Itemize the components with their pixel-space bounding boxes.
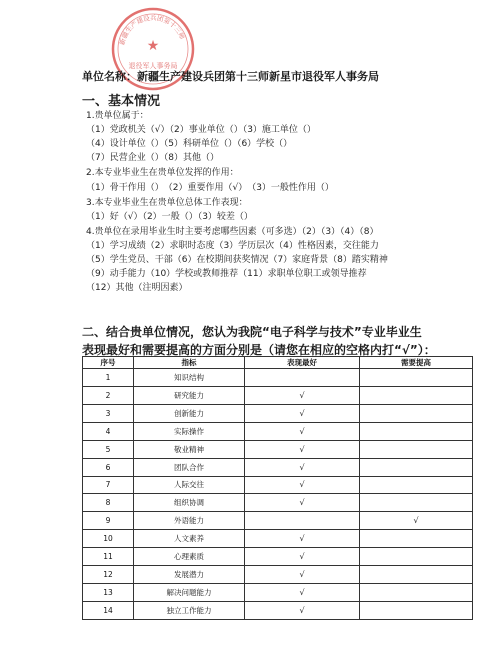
row-indicator: 团队合作 [134,458,245,476]
best-mark: √ [245,476,360,494]
question-line: （9）动手能力（10）学校或教师推荐（11）求职单位职工或领导推荐 [86,269,367,279]
row-indicator: 创新能力 [134,404,245,422]
question-line: （7）民营企业（）（8）其他（） [86,153,219,163]
row-indicator: 解决问题能力 [134,584,245,602]
best-mark [245,369,360,387]
section-eval-title: 二、结合贵单位情况，您认为我院“电子科学与技术”专业毕业生 [82,325,422,339]
table-row [83,530,473,548]
row-index: 4 [83,422,134,440]
row-indicator: 发展潜力 [134,566,245,584]
improve-mark [360,386,473,404]
best-mark: √ [245,566,360,584]
row-index: 6 [83,458,134,476]
row-index: 3 [83,404,134,422]
best-mark [245,512,360,530]
row-indicator: 人际交往 [134,476,245,494]
row-index: 12 [83,566,134,584]
improve-mark [360,476,473,494]
row-index: 13 [83,584,134,602]
table-row [83,386,473,404]
header-indicator: 指标 [134,357,245,369]
table-row [83,369,473,387]
question-line: （1）学习成绩（2）求职时态度（3）学历层次（4）性格因素，交往能力 [86,241,379,251]
header-index: 序号 [83,357,134,369]
svg-text:退役军人事务局: 退役军人事务局 [128,62,178,70]
row-indicator: 敬业精神 [134,440,245,458]
row-index: 2 [83,386,134,404]
row-index: 11 [83,548,134,566]
best-mark: √ [245,404,360,422]
question-line: （5）学生党员、干部（6）在校期间获奖情况（7）家庭背景（8）踏实精神 [86,255,388,265]
question-line: （4）设计单位（）（5）科研单位（）（6）学校（） [86,139,293,149]
row-index: 1 [83,369,134,387]
row-indicator: 组织协调 [134,494,245,512]
table-header-row [83,357,473,369]
header-best: 表现最好 [245,357,360,369]
table-row [83,458,473,476]
table-row [83,422,473,440]
row-indicator: 实际操作 [134,422,245,440]
row-indicator: 知识结构 [134,369,245,387]
section-basic-title: 一、基本情况 [82,94,161,109]
table-row [83,512,473,530]
best-mark: √ [245,458,360,476]
best-mark: √ [245,584,360,602]
question-line: （1）好（√）（2）一般（）（3）较差（） [86,212,253,222]
row-index: 8 [83,494,134,512]
row-index: 5 [83,440,134,458]
question-line: （1）党政机关（√）（2）事业单位（）（3）施工单位（） [86,125,316,135]
best-mark: √ [245,530,360,548]
row-index: 14 [83,601,134,619]
improve-mark: √ [360,512,473,530]
header-improve: 需要提高 [360,357,473,369]
row-index: 9 [83,512,134,530]
improve-mark [360,584,473,602]
improve-mark [360,530,473,548]
row-index: 10 [83,530,134,548]
row-indicator: 独立工作能力 [134,601,245,619]
improve-mark [360,369,473,387]
question-line: 3.本专业毕业生在贵单位总体工作表现： [86,198,248,208]
table-row [83,566,473,584]
best-mark: √ [245,548,360,566]
svg-text:新疆生产建设兵团第十三师: 新疆生产建设兵团第十三师 [118,13,187,46]
row-indicator: 外语能力 [134,512,245,530]
best-mark: √ [245,601,360,619]
improve-mark [360,601,473,619]
row-index: 7 [83,476,134,494]
improve-mark [360,404,473,422]
table-row [83,476,473,494]
table-row [83,494,473,512]
best-mark: √ [245,440,360,458]
table-row [83,440,473,458]
svg-text:★: ★ [146,38,160,54]
question-line: （1）骨干作用（） （2）重要作用（√） （3）一般性作用（） [86,183,334,193]
table-row [83,404,473,422]
best-mark: √ [245,422,360,440]
improve-mark [360,494,473,512]
best-mark: √ [245,386,360,404]
row-indicator: 心理素质 [134,548,245,566]
question-line: 2.本专业毕业生在贵单位发挥的作用： [86,168,239,178]
improve-mark [360,458,473,476]
question-line: （12）其他（注明因素） [86,283,188,293]
question-line: 4.贵单位在录用毕业生时主要考虑哪些因素（可多选）（2）（3）（4）（8） [86,227,379,237]
improve-mark [360,422,473,440]
best-mark: √ [245,494,360,512]
table-row [83,601,473,619]
row-indicator: 研究能力 [134,386,245,404]
table-row [83,584,473,602]
section-eval-instruction: 表现最好和需要提高的方面分别是（请您在相应的空格内打“√”）： [82,343,436,357]
evaluation-table [82,356,473,620]
question-line: 1.贵单位属于： [86,111,149,121]
improve-mark [360,566,473,584]
row-indicator: 人文素养 [134,530,245,548]
table-row [83,548,473,566]
improve-mark [360,440,473,458]
improve-mark [360,548,473,566]
organization-name: 单位名称：新疆生产建设兵团第十三师新星市退役军人事务局 [82,70,379,83]
